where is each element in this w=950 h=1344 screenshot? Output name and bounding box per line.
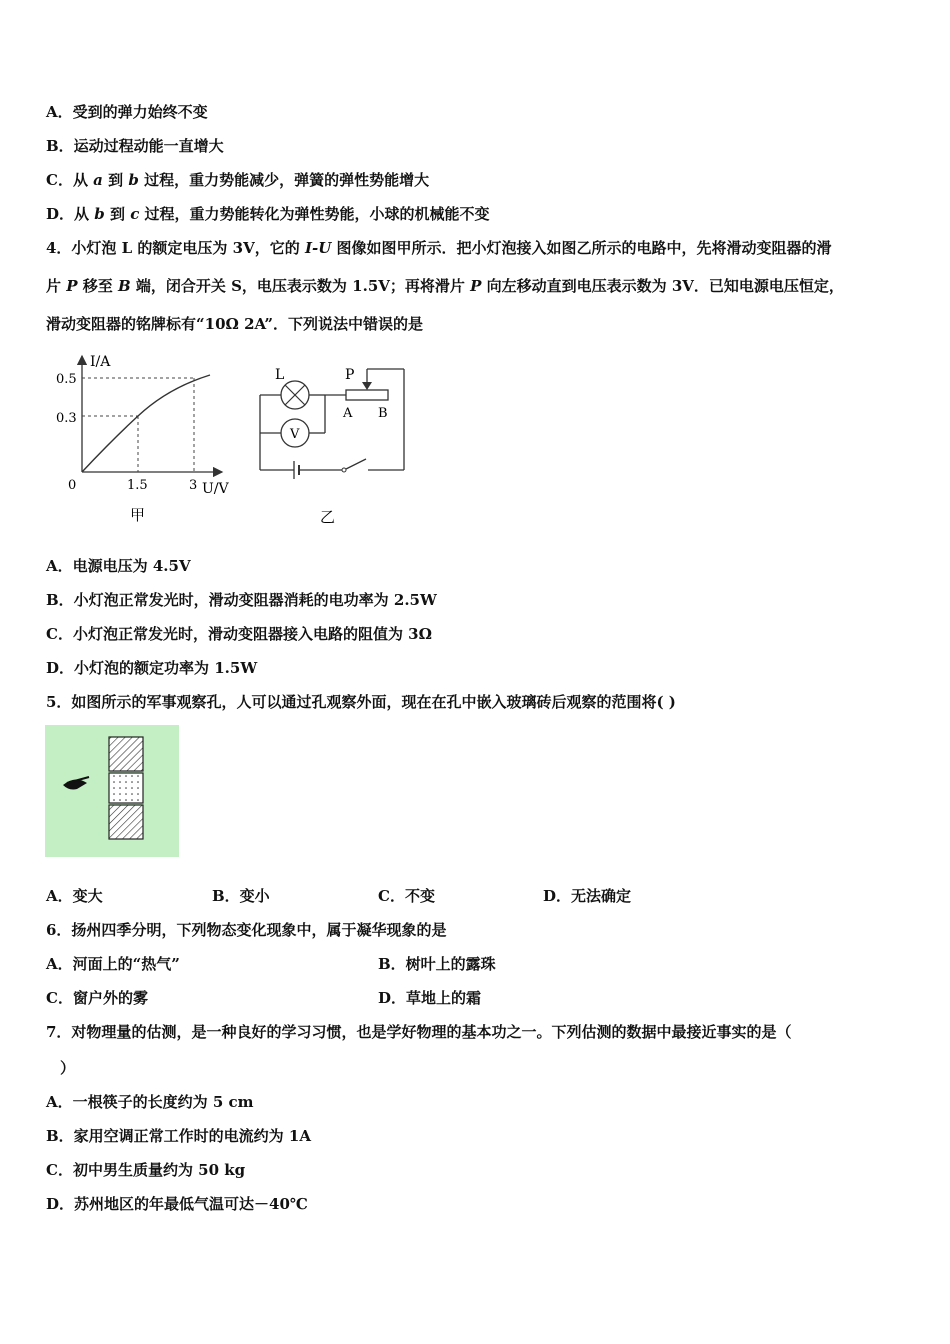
switch-lever bbox=[346, 459, 366, 469]
q4-stem-line3: 滑动变阻器的铭牌标有“10Ω 2A”．下列说法中错误的是 bbox=[46, 315, 424, 333]
wall-top bbox=[109, 737, 143, 771]
circuit-caption: 乙 bbox=[320, 508, 336, 526]
q7-stem-line2: ） bbox=[60, 1059, 76, 1077]
q6-option-b: B．树叶上的露珠 bbox=[378, 955, 496, 973]
q4-option-c: C．小灯泡正常发光时，滑动变阻器接入电路的阻值为 3Ω bbox=[46, 625, 432, 643]
y-tick-05: 0.5 bbox=[56, 372, 77, 387]
q5-option-b: B．变小 bbox=[212, 887, 270, 905]
rheostat-body bbox=[346, 390, 388, 400]
graph-caption: 甲 bbox=[130, 506, 146, 524]
q7-option-b: B．家用空调正常工作时的电流约为 1A bbox=[46, 1127, 311, 1145]
x-tick-3: 3 bbox=[189, 478, 198, 493]
q5-option-a: A．变大 bbox=[46, 887, 103, 905]
iu-curve bbox=[82, 375, 210, 472]
q6-option-a: A．河面上的“热气” bbox=[46, 955, 180, 973]
q6-stem: 6．扬州四季分明，下列物态变化现象中，属于凝华现象的是 bbox=[46, 921, 447, 939]
q6-option-c: C．窗户外的雾 bbox=[46, 989, 148, 1007]
q3-option-b: B．运动过程动能一直增大 bbox=[46, 137, 224, 155]
circuit-diagram bbox=[250, 355, 420, 530]
rheostat-end-a: A bbox=[343, 406, 353, 421]
q4-stem-line2: 片 P 移至 B 端，闭合开关 S，电压表示数为 1.5V；再将滑片 P 向左移动直到电压表示数为 3V．已知电源电压恒定， bbox=[46, 277, 844, 295]
q5-option-d: D．无法确定 bbox=[543, 887, 632, 905]
q4-option-b: B．小灯泡正常发光时，滑动变阻器消耗的电功率为 2.5W bbox=[46, 591, 437, 609]
x-tick-0: 0 bbox=[68, 478, 77, 493]
q7-option-c: C．初中男生质量约为 50 kg bbox=[46, 1161, 246, 1179]
rheostat-end-b: B bbox=[378, 406, 388, 421]
x-axis-label: U/V bbox=[202, 481, 229, 497]
q3-option-d: D．从 b 到 c 过程，重力势能转化为弹性势能，小球的机械能不变 bbox=[46, 205, 490, 223]
q3-option-c: C．从 a 到 b 过程，重力势能减少，弹簧的弹性势能增大 bbox=[46, 171, 430, 189]
slider-label: P bbox=[345, 367, 355, 383]
q5-option-c: C．不变 bbox=[378, 887, 435, 905]
q7-option-d: D．苏州地区的年最低气温可达－40℃ bbox=[46, 1195, 308, 1213]
q7-stem-line1: 7．对物理量的估测，是一种良好的学习习惯，也是学好物理的基本功之一。下列估测的数据中最接近事实的是（ bbox=[46, 1023, 792, 1041]
voltmeter-label: V bbox=[290, 427, 300, 442]
q3-option-a: A．受到的弹力始终不变 bbox=[46, 103, 208, 121]
observation-hole-figure bbox=[45, 725, 179, 857]
q5-stem: 5．如图所示的军事观察孔，人可以通过孔观察外面，现在在孔中嵌入玻璃砖后观察的范围将( ) bbox=[46, 693, 676, 711]
q6-option-d: D．草地上的霜 bbox=[378, 989, 482, 1007]
y-axis-label: I/A bbox=[90, 354, 111, 370]
x-tick-15: 1.5 bbox=[127, 478, 148, 493]
iu-graph bbox=[50, 350, 240, 530]
q7-option-a: A．一根筷子的长度约为 5 cm bbox=[46, 1093, 254, 1111]
q4-option-a: A．电源电压为 4.5V bbox=[46, 557, 191, 575]
y-tick-03: 0.3 bbox=[56, 411, 77, 426]
glass-brick bbox=[109, 773, 143, 803]
q4-stem-line1: 4．小灯泡 L 的额定电压为 3V，它的 I-U 图像如图甲所示．把小灯泡接入如图乙所示的电路中，先将滑动变阻器的滑 bbox=[46, 239, 832, 257]
q4-option-d: D．小灯泡的额定功率为 1.5W bbox=[46, 659, 258, 677]
wall-bottom bbox=[109, 805, 143, 839]
lamp-label: L bbox=[275, 367, 285, 383]
